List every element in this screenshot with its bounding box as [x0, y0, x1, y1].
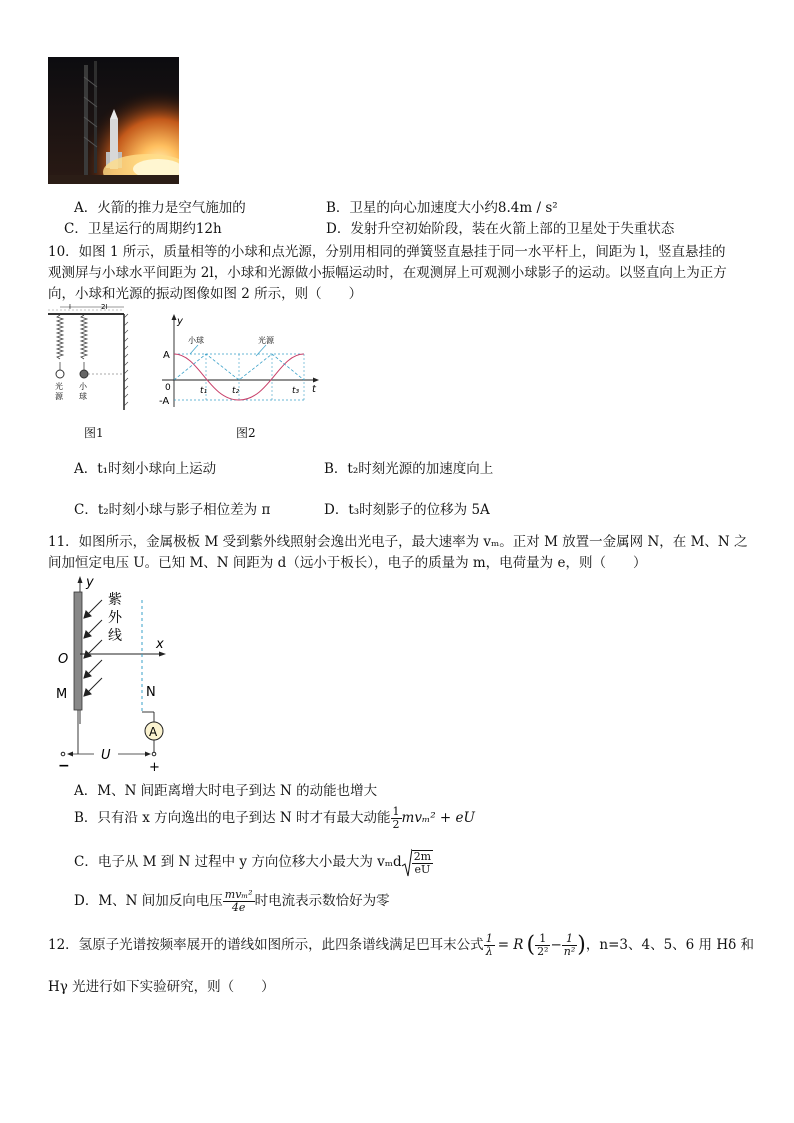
q10-stem-line3: 向，小球和光源的振动图像如图 2 所示，则（ ）: [48, 286, 363, 302]
q10-option-d: D．t₃时刻影子的位移为 5A: [324, 502, 490, 518]
q11-fig-m: M: [56, 687, 68, 702]
fig2-negA: -A: [159, 396, 170, 407]
q12-f1-den: λ: [485, 945, 493, 958]
q11-fig-o: O: [58, 652, 69, 667]
q11-fig-uv2: 外: [108, 610, 122, 626]
q11-option-c: [74, 845, 433, 879]
q12-stem-pre: 12．氢原子光谱按频率展开的谱线如图所示，此四条谱线满足巴耳末公式: [48, 937, 484, 953]
q11-fig-plus: +: [149, 760, 160, 774]
fig2-legend-ball: 小球: [188, 336, 204, 345]
q10-option-c: C．t₂时刻小球与影子相位差为 π: [74, 502, 271, 518]
q10-stem-line1: 10．如图 1 所示，质量相等的小球和点光源，分别用相同的弹簧竖直悬挂于同一水平杆上，间距为 l，竖直悬挂的: [48, 244, 726, 260]
fig1-label-light: 光源: [55, 382, 63, 401]
q9-option-a: A．火箭的推力是空气施加的: [74, 200, 246, 216]
q11-option-d: [74, 885, 390, 917]
q11-option-b: [74, 803, 475, 833]
q9-option-d: D．发射升空初始阶段，装在火箭上部的卫星处于失重状态: [326, 221, 675, 237]
q11-option-d-pre: D．M、N 间加反向电压: [74, 893, 223, 909]
fig2-A: A: [163, 350, 170, 361]
fig1-label-ball: 小球: [79, 382, 87, 401]
fig2-legend-light: 光源: [258, 336, 274, 345]
fig1-dim-2l: 2l: [101, 304, 108, 311]
q12-stem-line2: Hγ 光进行如下实验研究，则（ ）: [48, 979, 275, 995]
q12-stem-post: ，n=3、4、5、6 用 Hδ 和: [585, 937, 755, 953]
q11-option-c-num: 2m: [413, 849, 432, 863]
q10-figure-2: [154, 312, 326, 416]
q10-option-a: A．t₁时刻小球向上运动: [74, 461, 217, 477]
q12-f3-num: 1: [562, 933, 578, 946]
q11-option-a: A．M、N 间距离增大时电子到达 N 的动能也增大: [74, 783, 378, 799]
fig1-caption: 图1: [84, 426, 104, 440]
q10-stem-line2: 观测屏与小球水平间距为 2l，小球和光源做小振幅运动时，在观测屏上可观测小球影子的运动。以竖直向上为正方: [48, 265, 727, 281]
q11-figure: [50, 574, 180, 778]
q11-fig-uv3: 线: [108, 628, 122, 644]
q11-fig-ammeter: A: [149, 725, 158, 739]
q11-option-b-den: 2: [392, 818, 400, 831]
sqrt-symbol: [402, 846, 412, 880]
q11-fig-u: U: [101, 748, 111, 763]
q11-option-c-pre: C．电子从 M 到 N 过程中 y 方向位移大小最大为 vₘd: [74, 854, 402, 870]
fig2-t-label: t: [312, 384, 316, 395]
fig2-zero: 0: [165, 383, 171, 393]
q12-f2-num: 1: [535, 933, 550, 946]
fig1-dim-l: l: [69, 304, 71, 311]
fig2-t3: t₃: [292, 386, 300, 396]
q11-fig-x: x: [156, 637, 164, 652]
q11-stem-line1: 11．如图所示，金属极板 M 受到紫外线照射会逸出光电子，最大速率为 vₘ。正对 M 放置一金属网 N，在 M、N 之: [48, 534, 748, 550]
q11-option-b-pre: B．只有沿 x 方向逸出的电子到达 N 时才有最大动能: [74, 810, 391, 826]
q12-paren-left: (: [526, 932, 536, 958]
q12-f3-den: n²: [563, 945, 576, 958]
q11-stem-line2: 间加恒定电压 U。已知 M、N 间距为 d（远小于板长），电子的质量为 m，电荷量为 e，则（ ）: [48, 555, 647, 571]
q11-fig-n: N: [146, 685, 156, 700]
q11-option-c-den: eU: [414, 862, 431, 876]
q11-option-d-post: 时电流表示数恰好为零: [254, 893, 390, 909]
q11-option-b-post: mvₘ² + eU: [401, 810, 475, 826]
q12-f1-num: 1: [485, 932, 493, 945]
q9-option-c: C．卫星运行的周期约12h: [64, 221, 222, 237]
q11-fig-y: y: [86, 575, 94, 590]
q11-option-d-den: 4e: [231, 901, 246, 914]
q12-minus: −: [550, 937, 562, 953]
q12-stem-line1: [48, 928, 754, 962]
q11-fig-minus: −: [58, 758, 70, 774]
fig2-t1: t₁: [200, 386, 208, 396]
q12-paren-right: ): [577, 932, 586, 958]
q11-option-d-num: mvₘ²: [224, 888, 253, 901]
q12-mid: = R: [497, 937, 524, 953]
q10-figure-1: [46, 304, 136, 418]
q10-option-b: B．t₂时刻光源的加速度向上: [324, 461, 494, 477]
fig2-t2: t₂: [232, 386, 240, 396]
fig2-y-label: y: [177, 316, 183, 327]
fig2-caption: 图2: [236, 426, 256, 440]
rocket-launch-photo: [48, 57, 179, 184]
q12-f2-den: 2²: [537, 945, 549, 958]
q9-option-b: B．卫星的向心加速度大小约8.4m / s²: [326, 200, 558, 216]
q11-fig-uv1: 紫: [108, 592, 122, 608]
q11-option-b-num: 1: [392, 805, 400, 818]
